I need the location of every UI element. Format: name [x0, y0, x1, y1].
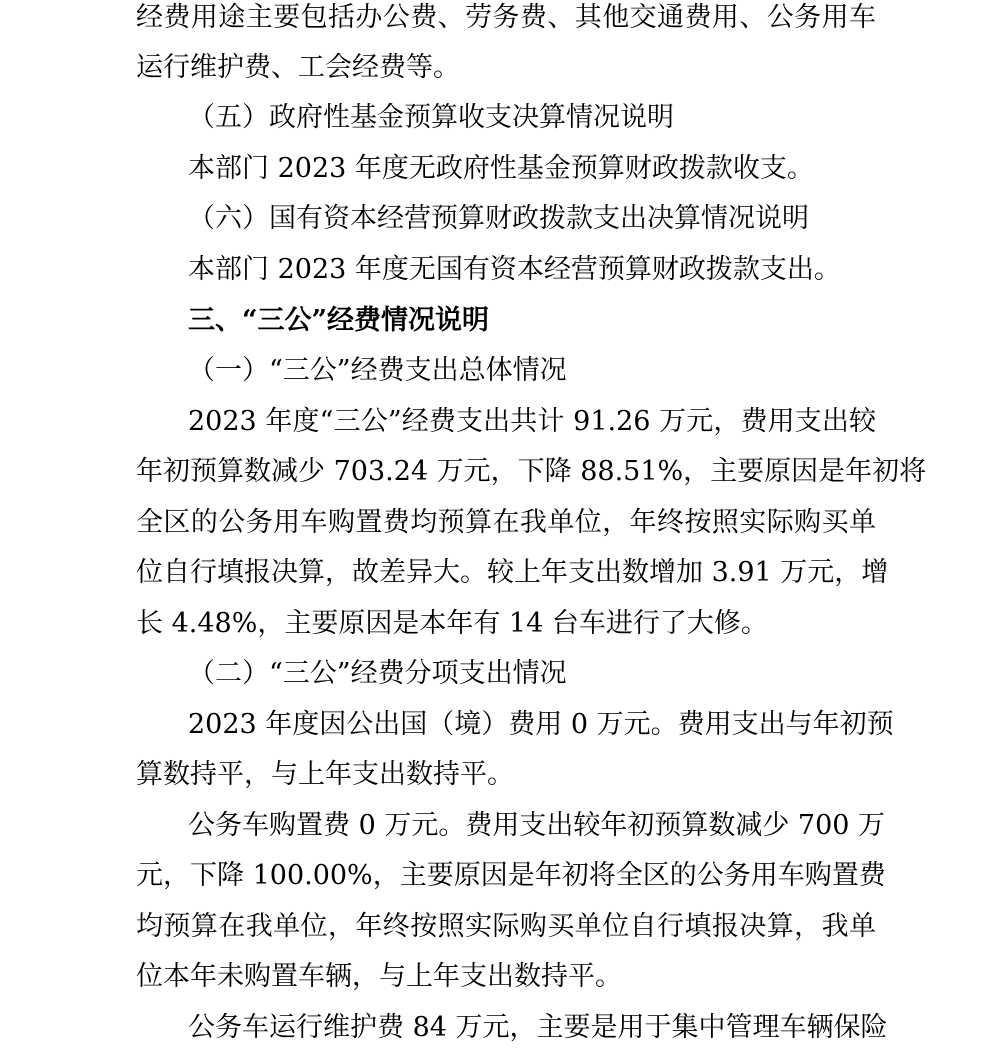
- body-text-line: 位本年未购置车辆，与上年支出数持平。: [136, 961, 622, 992]
- body-text-line: 本部门 2023 年度无国有资本经营预算财政拨款支出。: [188, 254, 841, 285]
- body-text-line: 位自行填报决算，故差异大。较上年支出数增加 3.91 万元，增: [136, 557, 889, 588]
- body-text-line: 算数持平，与上年支出数持平。: [136, 759, 514, 790]
- body-text-line: 公务车运行维护费 84 万元，主要是用于集中管理车辆保险: [188, 1012, 888, 1043]
- body-text-line: 元，下降 100.00%，主要原因是年初将全区的公务用车购置费: [136, 860, 886, 891]
- section-heading: 三、“三公”经费情况说明: [188, 305, 490, 336]
- section-subheading: （六）国有资本经营预算财政拨款支出决算情况说明: [188, 203, 809, 234]
- body-text-line: 2023 年度“三公”经费支出共计 91.26 万元，费用支出较: [188, 406, 876, 437]
- body-text-line: 本部门 2023 年度无政府性基金预算财政拨款收支。: [188, 153, 814, 184]
- body-text-line: 年初预算数减少 703.24 万元，下降 88.51%，主要原因是年初将: [136, 456, 927, 487]
- body-text-line: 运行维护费、工会经费等。: [136, 52, 460, 83]
- body-text-line: 均预算在我单位，年终按照实际购买单位自行填报决算，我单: [136, 911, 876, 942]
- body-text-line: 全区的公务用车购置费均预算在我单位，年终按照实际购买单: [136, 507, 876, 538]
- body-text-line: 2023 年度因公出国（境）费用 0 万元。费用支出与年初预: [188, 709, 894, 740]
- section-subheading: （一）“三公”经费支出总体情况: [188, 355, 567, 386]
- section-subheading: （二）“三公”经费分项支出情况: [188, 658, 567, 689]
- body-text-line: 公务车购置费 0 万元。费用支出较年初预算数减少 700 万: [188, 810, 886, 841]
- body-text-line: 经费用途主要包括办公费、劳务费、其他交通费用、公务用车: [136, 2, 876, 33]
- section-subheading: （五）政府性基金预算收支决算情况说明: [188, 102, 674, 133]
- body-text-line: 长 4.48%，主要原因是本年有 14 台车进行了大修。: [136, 608, 768, 639]
